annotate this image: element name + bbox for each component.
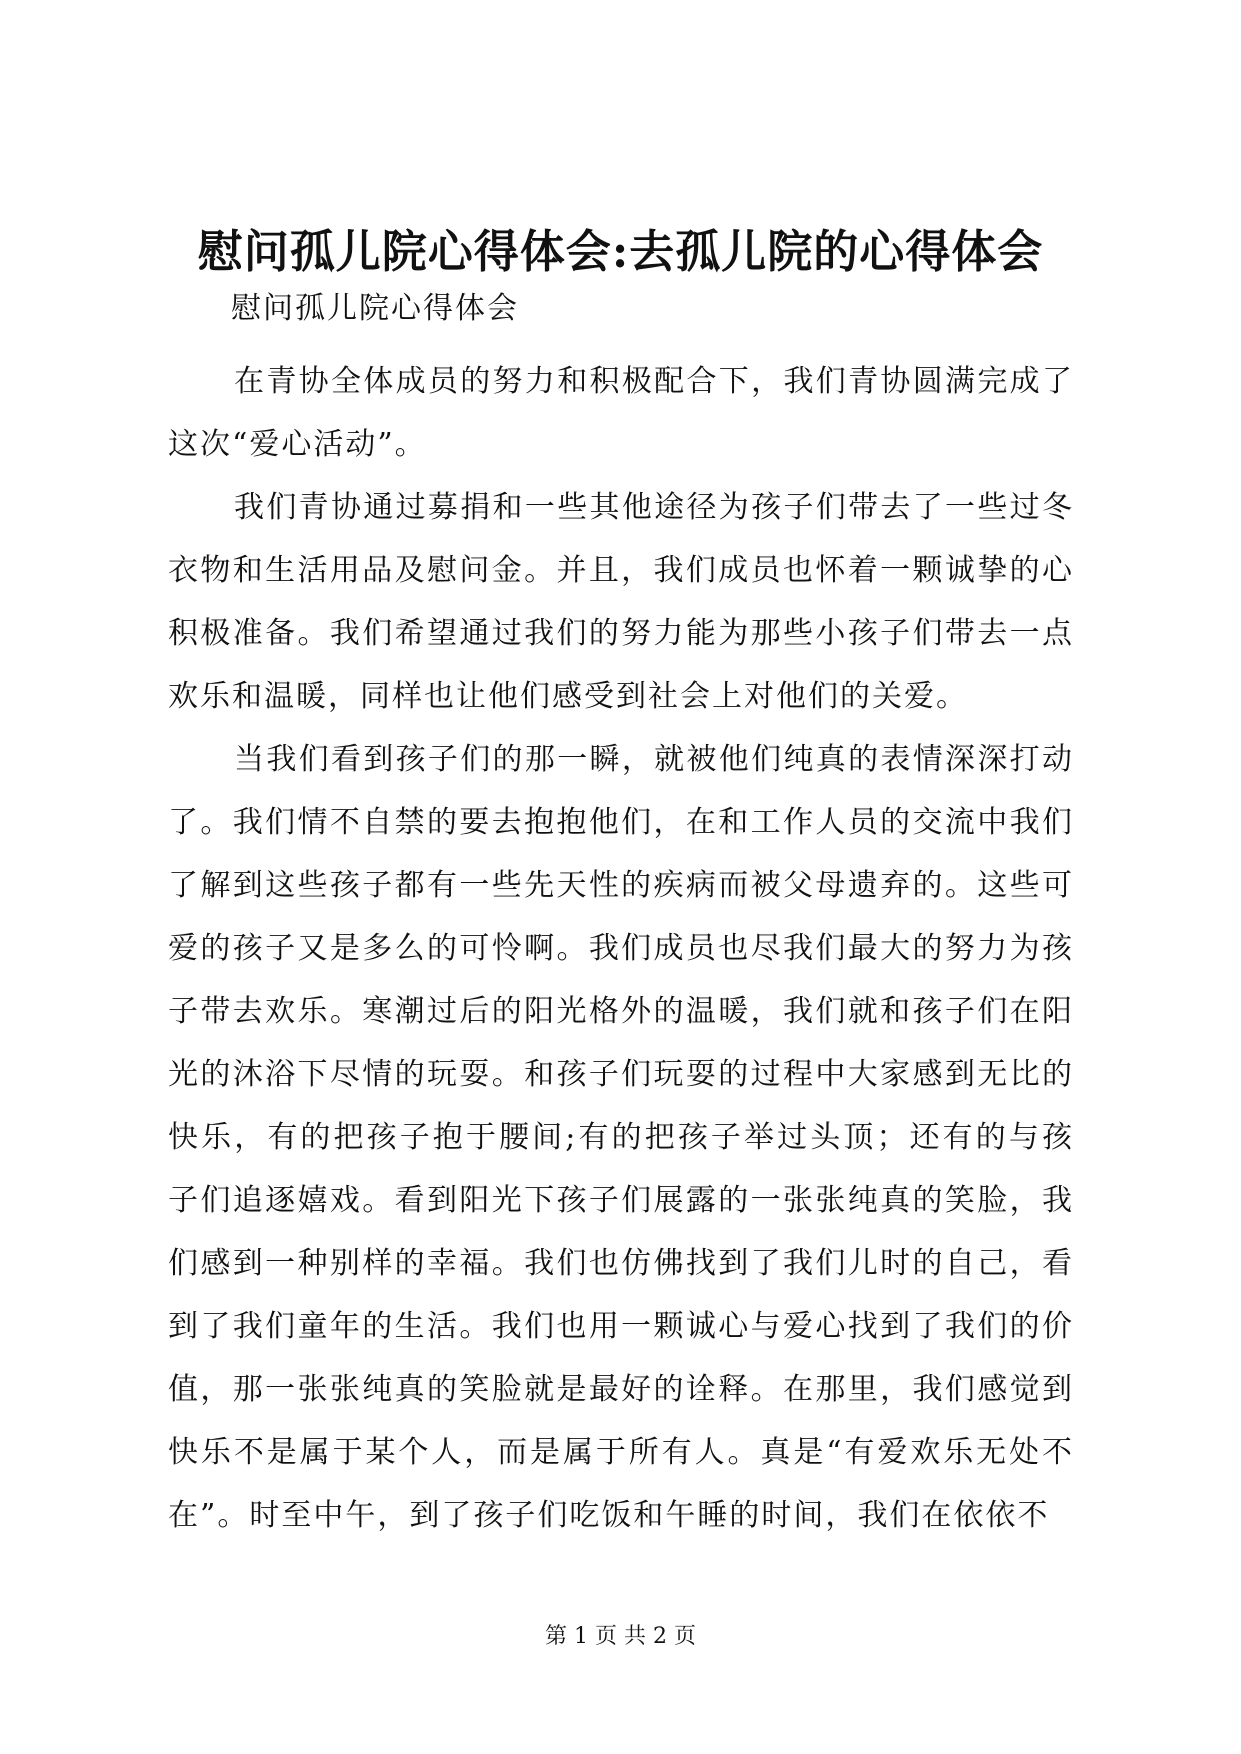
page-number-footer: 第 1 页 共 2 页	[545, 1624, 696, 1649]
document-subtitle: 慰问孤儿院心得体会	[231, 291, 519, 326]
document-body	[168, 350, 1074, 1547]
paragraph: 当我们看到孩子们的那一瞬，就被他们纯真的表情深深打动了。我们情不自禁的要去抱抱他们，在和工作人员的交流中我们了解到这些孩子都有一些先天性的疾病而被父母遗弃的。这些可爱的孩子又是多么的可怜啊。我们成员也尽我们最大的努力为孩子带去欢乐。寒潮过后的阳光格外的温暖，我们就和孩子们在阳光的沐浴下尽情的玩耍。和孩子们玩耍的过程中大家感到无比的快乐，有的把孩子抱于腰间;有的把孩子举过头顶；还有的与孩子们追逐嬉戏。看到阳光下孩子们展露的一张张纯真的笑脸，我们感到一种别样的幸福。我们也仿佛找到了我们儿时的自己，看到了我们童年的生活。我们也用一颗诚心与爱心找到了我们的价值，那一张张纯真的笑脸就是最好的诠释。在那里，我们感觉到快乐不是属于某个人，而是属于所有人。真是“有爱欢乐无处不在”。时至中午，到了孩子们吃饭和午睡的时间，我们在依依不	[168, 742, 1074, 1533]
paragraph: 在青协全体成员的努力和积极配合下，我们青协圆满完成了这次“爱心活动”。	[168, 364, 1074, 462]
document-title: 慰问孤儿院心得体会:去孤儿院的心得体会	[197, 225, 1044, 278]
paragraph: 我们青协通过募捐和一些其他途径为孩子们带去了一些过冬衣物和生活用品及慰问金。并且，我们成员也怀着一颗诚挚的心积极准备。我们希望通过我们的努力能为那些小孩子们带去一点欢乐和温暖，同样也让他们感受到社会上对他们的关爱。	[168, 490, 1074, 714]
